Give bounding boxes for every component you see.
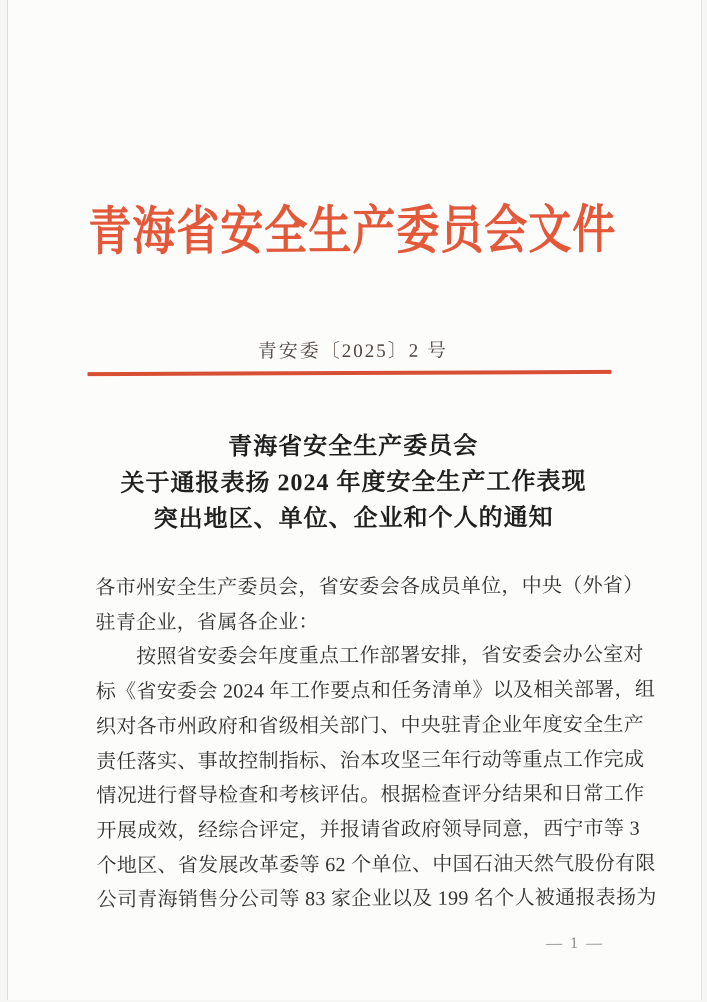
red-header-banner: 青海省安全生产委员会文件 xyxy=(88,202,617,262)
title-line: 青海省安全生产委员会 xyxy=(228,433,479,461)
title-line: 突出地区、单位、企业和个人的通知 xyxy=(153,505,554,533)
body-line: 各市州安全生产委员会，省安委会各成员单位，中央（外省） xyxy=(95,574,644,600)
body-line: 驻青企业，省属各企业： xyxy=(95,610,319,634)
body-line: 标《省安委会 2024 年工作要点和任务清单》以及相关部署，组 xyxy=(95,678,656,704)
body-line: 情况进行督导检查和考核评估。根据检查评分结果和日常工作 xyxy=(96,782,645,808)
document-number: 青安委〔2025〕2 号 xyxy=(257,340,449,363)
body-line: 责任落实、事故控制指标、治本攻坚三年行动等重点工作完成 xyxy=(96,748,645,773)
title-line: 关于通报表扬 2024 年度安全生产工作表现 xyxy=(120,468,587,498)
red-separator-line xyxy=(87,370,611,376)
page-number: — 1 — xyxy=(545,934,604,953)
body-line: 公司青海销售分公司等 83 家企业以及 199 名个人被通报表扬为 xyxy=(96,887,657,912)
body-line: 个地区、省发展改革委等 62 个单位、中国石油天然气股份有限 xyxy=(96,852,656,877)
document-body xyxy=(95,569,657,918)
body-line: 开展成效，经综合评定，并报请省政府领导同意，西宁市等 3 xyxy=(96,817,640,843)
body-line: 织对各市州政府和省级相关部门、中央驻青企业年度安全生产 xyxy=(95,713,645,738)
body-line: 按照省安委会年度重点工作部署安排，省安委会办公室对 xyxy=(95,644,644,669)
document-title xyxy=(0,427,707,538)
